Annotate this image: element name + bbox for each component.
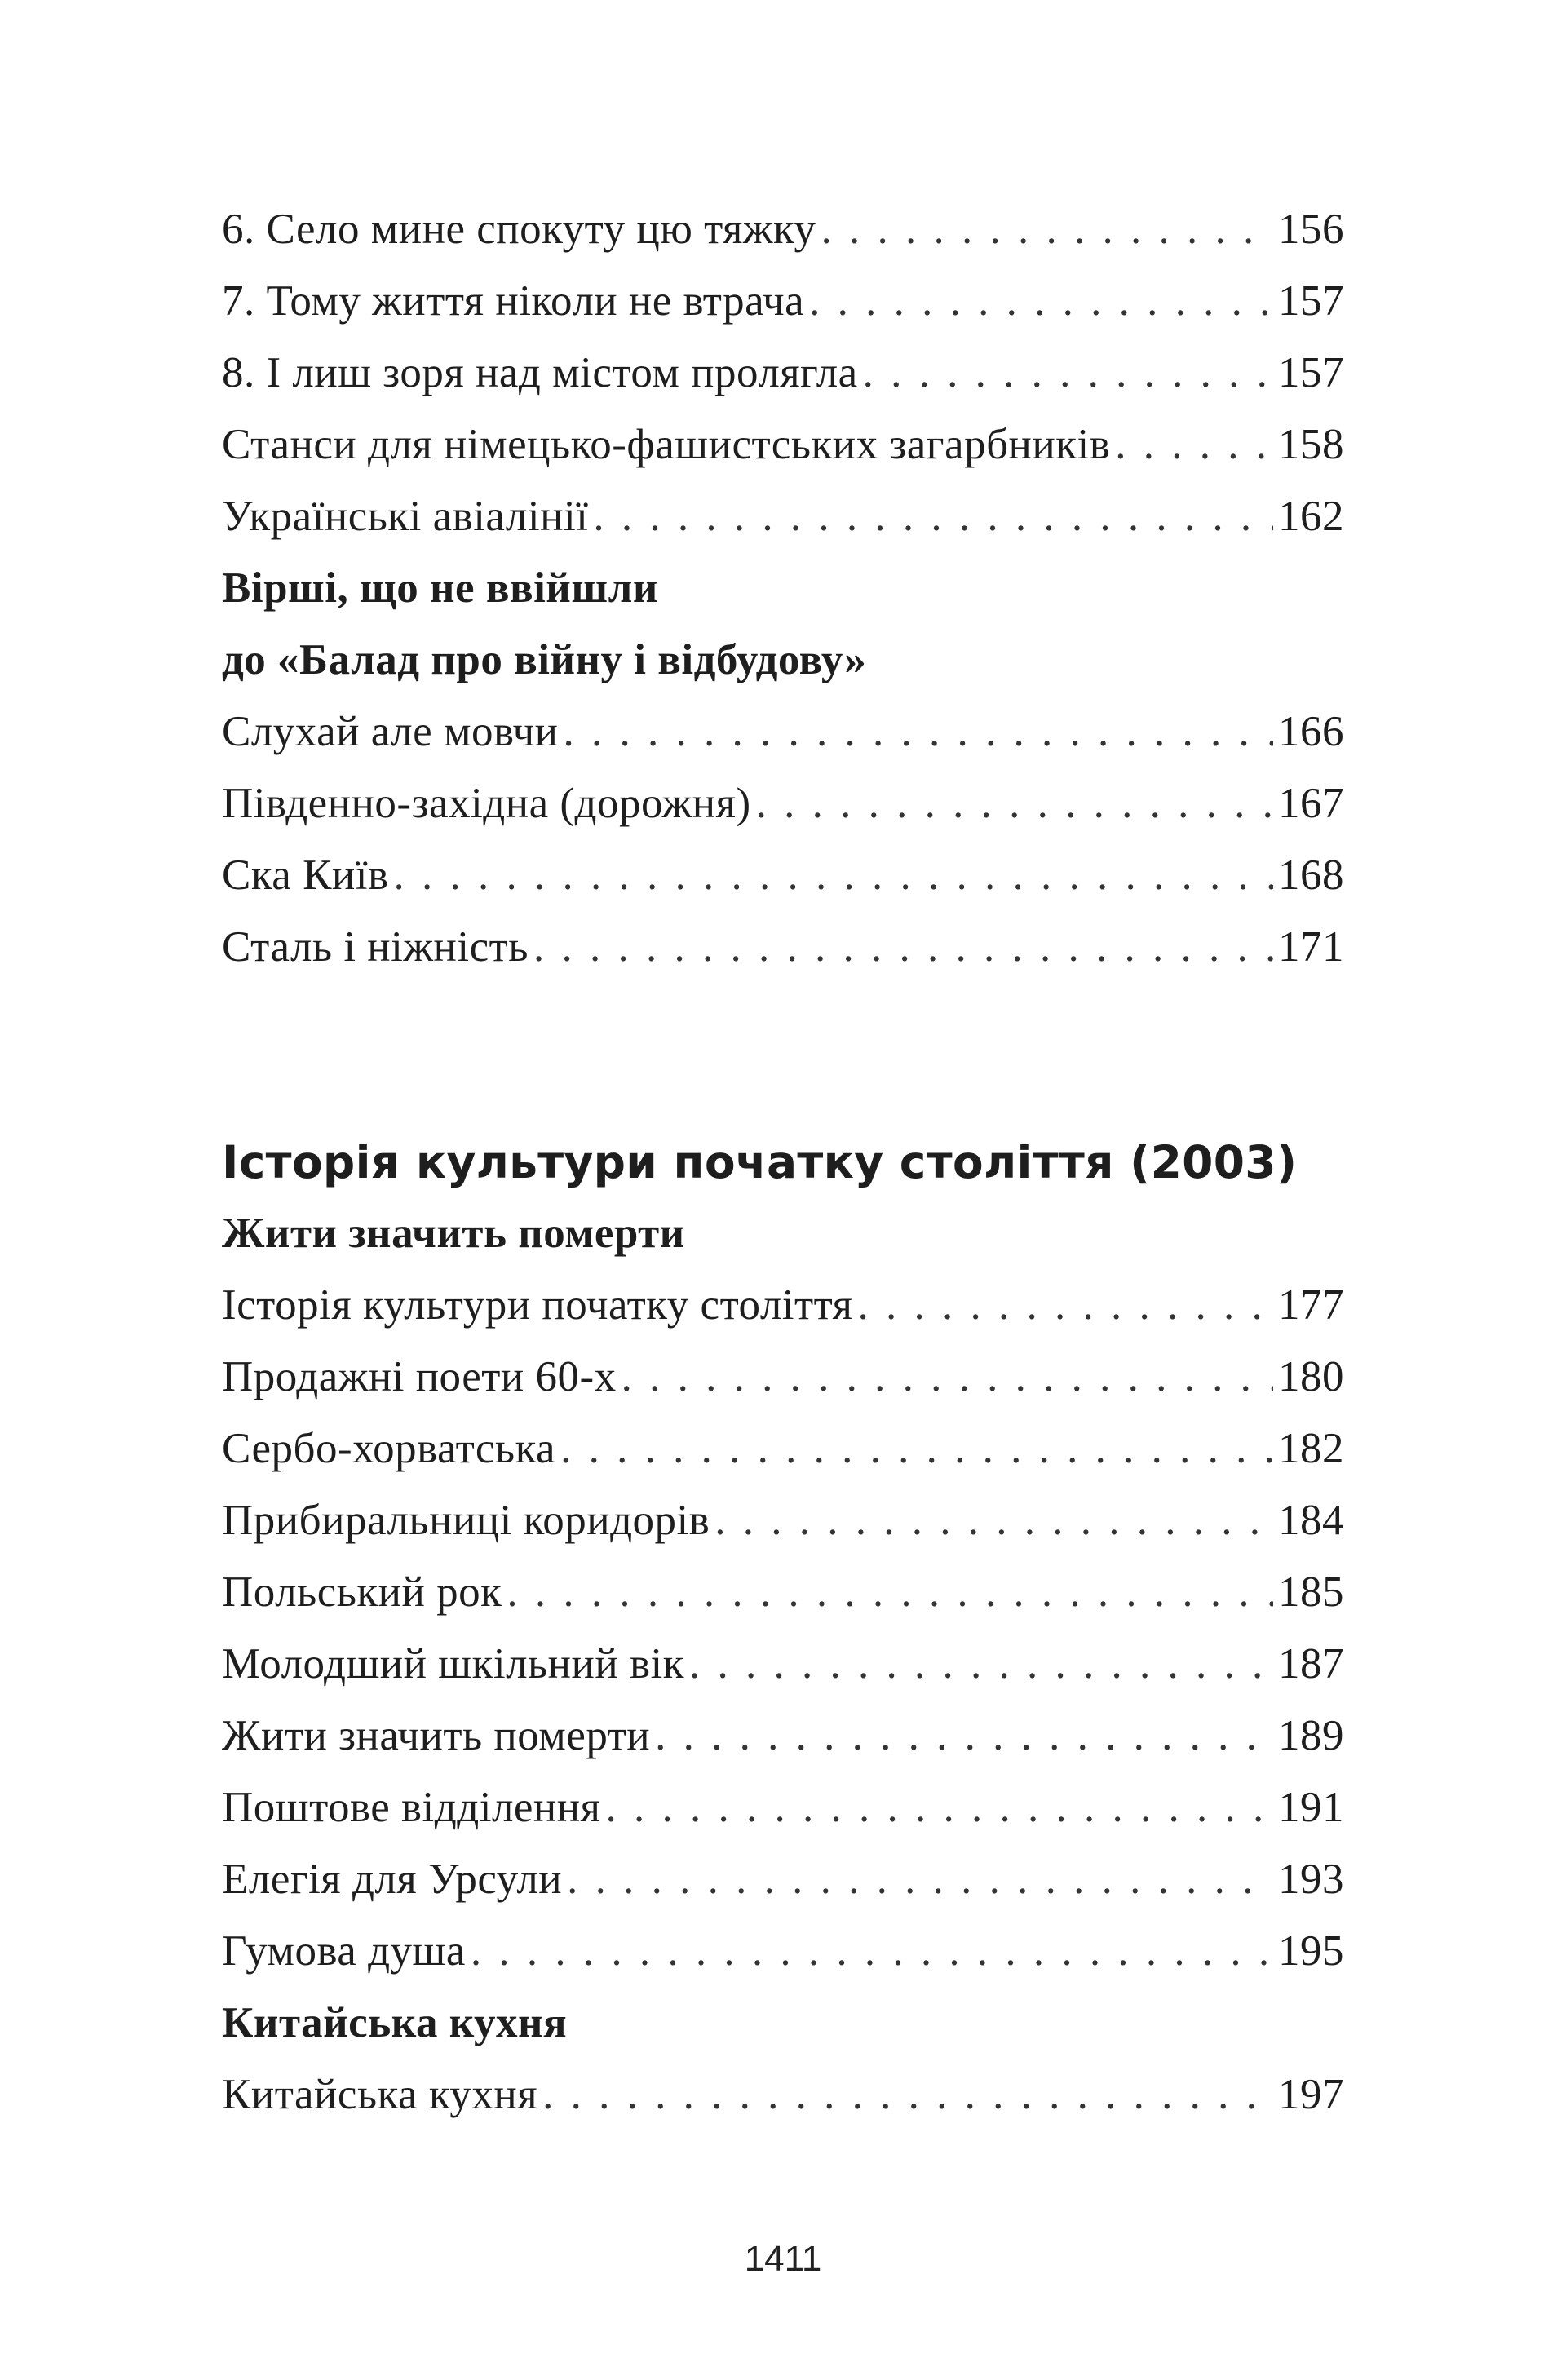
dot-leader xyxy=(507,1568,1273,1617)
dot-leader xyxy=(714,1496,1273,1545)
entry-title: Китайська кухня xyxy=(222,2071,538,2118)
toc-subheading: Вірші, що не ввійшли xyxy=(222,564,658,612)
entry-title: 8. І лиш зоря над містом пролягла xyxy=(222,349,858,396)
entry-title: Слухай але мовчи xyxy=(222,708,559,755)
toc-section-1 xyxy=(222,193,1344,983)
entry-title: Польський рок xyxy=(222,1568,502,1616)
dot-leader xyxy=(821,205,1273,254)
dot-leader xyxy=(567,1855,1273,1904)
toc-section-2 xyxy=(222,1126,1344,2130)
entry-page: 157 xyxy=(1278,349,1344,396)
dot-leader xyxy=(863,348,1273,397)
entry-title: Історія культури початку століття xyxy=(222,1281,853,1329)
dot-leader xyxy=(622,1352,1273,1401)
entry-title: Продажні поети 60-х xyxy=(222,1353,617,1400)
toc-entry xyxy=(222,1341,1344,1413)
entry-page: 168 xyxy=(1278,852,1344,899)
entry-page: 157 xyxy=(1278,277,1344,325)
entry-page: 180 xyxy=(1278,1353,1344,1400)
entry-title: Південно-західна (дорожня) xyxy=(222,780,751,827)
toc-entry xyxy=(222,1772,1344,1843)
page-number: 1411 xyxy=(744,2239,822,2279)
dot-leader xyxy=(593,492,1273,541)
toc-entry xyxy=(222,337,1344,409)
toc-entry xyxy=(222,1556,1344,1628)
entry-title: Станси для німецько-фашистських загарбників xyxy=(222,421,1111,468)
entry-page: 158 xyxy=(1278,421,1344,468)
toc-entry xyxy=(222,1269,1344,1341)
entry-title: Елегія для Урсули xyxy=(222,1856,563,1903)
entry-title: Поштове відділення xyxy=(222,1784,601,1831)
toc-entry xyxy=(222,2059,1344,2130)
toc-entry xyxy=(222,696,1344,768)
dot-leader xyxy=(606,1783,1273,1832)
entry-page: 187 xyxy=(1278,1640,1344,1688)
toc-entry xyxy=(222,1843,1344,1915)
entry-title: Жити значить померти xyxy=(222,1712,651,1759)
toc-subheading: Китайська кухня xyxy=(222,1999,568,2046)
toc-entry xyxy=(222,839,1344,911)
entry-page: 193 xyxy=(1278,1856,1344,1903)
dot-leader xyxy=(809,276,1273,325)
toc-entry xyxy=(222,409,1344,480)
dot-leader xyxy=(756,779,1273,828)
dot-leader xyxy=(655,1711,1273,1760)
entry-title: Прибиральниці коридорів xyxy=(222,1497,710,1544)
entry-title: Сербо-хорватська xyxy=(222,1425,556,1472)
entry-title: 7. Тому життя ніколи не втрача xyxy=(222,277,805,325)
dot-leader xyxy=(564,707,1273,756)
dot-leader xyxy=(1115,420,1273,469)
toc-entry xyxy=(222,1484,1344,1556)
entry-page: 156 xyxy=(1278,206,1344,253)
entry-page: 171 xyxy=(1278,923,1344,971)
entry-title: Ска Київ xyxy=(222,852,389,899)
entry-page: 184 xyxy=(1278,1497,1344,1544)
section-heading: Історія культури початку століття (2003) xyxy=(222,1136,1298,1188)
toc-entry xyxy=(222,1413,1344,1484)
entry-page: 167 xyxy=(1278,780,1344,827)
toc-entry xyxy=(222,768,1344,839)
toc-entry xyxy=(222,1628,1344,1700)
dot-leader xyxy=(858,1281,1273,1329)
toc-subheading: Жити значить померти xyxy=(222,1210,685,1257)
toc-entry xyxy=(222,265,1344,337)
entry-page: 197 xyxy=(1278,2071,1344,2118)
toc-subheading: до «Балад про війну і відбудову» xyxy=(222,636,867,683)
entry-page: 177 xyxy=(1278,1281,1344,1329)
entry-title: Українські авіалінії xyxy=(222,493,589,540)
entry-page: 195 xyxy=(1278,1927,1344,1975)
entry-title: Молодший шкільний вік xyxy=(222,1640,685,1688)
entry-title: 6. Село мине спокуту цю тяжку xyxy=(222,206,816,253)
entry-page: 162 xyxy=(1278,493,1344,540)
dot-leader xyxy=(533,922,1273,971)
toc-entry xyxy=(222,911,1344,983)
dot-leader xyxy=(394,851,1273,900)
dot-leader xyxy=(689,1639,1273,1688)
toc-entry xyxy=(222,193,1344,265)
toc-entry xyxy=(222,1915,1344,1987)
toc-entry xyxy=(222,480,1344,552)
dot-leader xyxy=(560,1424,1273,1473)
entry-title: Гумова душа xyxy=(222,1927,466,1975)
entry-title: Сталь і ніжність xyxy=(222,923,529,971)
entry-page: 182 xyxy=(1278,1425,1344,1472)
entry-page: 191 xyxy=(1278,1784,1344,1831)
dot-leader xyxy=(471,1927,1273,1975)
toc-entry xyxy=(222,1700,1344,1772)
entry-page: 166 xyxy=(1278,708,1344,755)
entry-page: 189 xyxy=(1278,1712,1344,1759)
dot-leader xyxy=(542,2070,1273,2119)
entry-page: 185 xyxy=(1278,1568,1344,1616)
